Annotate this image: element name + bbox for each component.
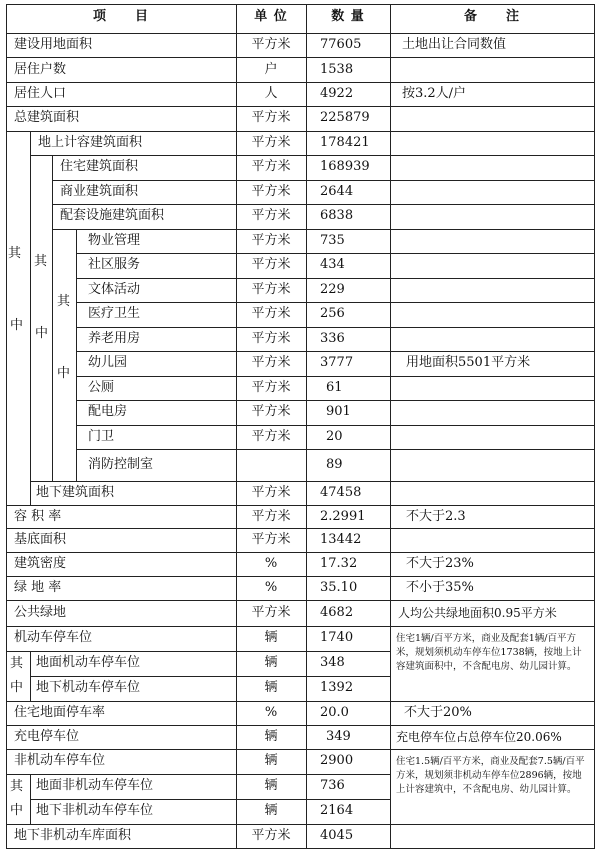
row-qty: 4922 [320,86,354,101]
row-item: 总建筑面积 [14,110,80,125]
row-line [6,749,595,750]
header-remark: 备 注 [463,9,520,24]
group3-label-qi: 其 [57,294,71,309]
row-qty: 168939 [320,159,370,174]
row-qty: 349 [326,729,351,744]
row-item: 社区服务 [88,257,141,272]
row-qty: 61 [326,380,343,395]
row-unit: 平方米 [251,37,291,52]
row-qty: 434 [320,257,345,272]
group3-divider [76,229,77,482]
row-line [76,376,595,377]
row-qty: 4045 [320,828,354,843]
row-remark: 不大于23% [406,556,474,571]
row-line [52,180,595,181]
group1-label-zhong: 中 [10,318,24,333]
row-item: 地下非机动车库面积 [14,828,132,843]
row-qty: 2164 [320,803,354,818]
row-item: 文体活动 [88,282,141,297]
row-unit: % [264,556,278,571]
row-unit: 平方米 [251,208,291,223]
row-unit: 平方米 [251,135,291,150]
row-item: 住宅地面停车率 [14,705,106,720]
table-border-top [6,4,595,5]
row-line [6,528,595,529]
row-item: 地面机动车停车位 [36,655,141,670]
row-item: 地上计容建筑面积 [38,135,143,150]
row-line [6,651,390,652]
row-unit: 平方米 [251,605,291,620]
row-unit: 平方米 [251,485,291,500]
row-unit: 平方米 [251,233,291,248]
row-qty: 47458 [320,485,362,500]
row-qty: 178421 [320,135,370,150]
row-qty: 2900 [320,753,354,768]
row-line [6,725,595,726]
group2-label-qi: 其 [34,254,48,269]
row-line [6,552,595,553]
row-remark: 按3.2人/户 [402,86,467,101]
motor-label-zhong: 中 [10,680,24,695]
row-line [76,278,595,279]
row-unit: 平方米 [251,306,291,321]
row-item: 居住户数 [14,62,67,77]
row-line [76,425,595,426]
group2-label-zhong: 中 [35,326,49,341]
row-qty: 20 [326,429,343,444]
row-unit: 辆 [264,753,278,768]
group1-divider [30,131,31,505]
row-qty: 77605 [320,37,362,52]
row-line [6,576,595,577]
row-unit: % [264,580,278,595]
row-item: 充电停车位 [14,729,80,744]
row-line [76,253,595,254]
row-item: 住宅建筑面积 [60,159,139,174]
row-unit: 辆 [264,680,278,695]
row-item: 公厕 [88,380,115,395]
row-unit: 辆 [264,729,278,744]
row-line [30,676,390,677]
row-qty: 901 [326,404,351,419]
row-line [6,131,595,132]
row-qty: 348 [320,655,345,670]
row-line [76,327,595,328]
row-unit: 平方米 [251,110,291,125]
table-border-bottom [6,848,595,849]
row-unit: 平方米 [251,331,291,346]
row-unit: 辆 [264,655,278,670]
row-qty: 2.2991 [320,509,366,524]
row-unit: 平方米 [251,355,291,370]
row-item: 地下建筑面积 [36,485,115,500]
row-item: 物业管理 [88,233,141,248]
nonmotor-label-zhong: 中 [10,803,24,818]
row-item: 居住人口 [14,86,67,101]
row-line [6,505,595,506]
row-line [30,155,595,156]
row-qty: 3777 [320,355,354,370]
row-item: 地下机动车停车位 [36,680,141,695]
row-qty: 13442 [320,532,362,547]
row-unit: 平方米 [251,429,291,444]
row-item: 基底面积 [14,532,67,547]
row-unit: 辆 [264,630,278,645]
nonmotor-parking-remark: 住宅1.5辆/百平方米，商业及配套7.5辆/百平方米，规划须非机动车停车位2896辆，按地上计容建筑中，不含配电房、幼儿园计算。 [396,756,585,795]
row-qty: 1392 [320,680,354,695]
row-item: 建筑密度 [14,556,67,571]
row-item: 配电房 [88,404,128,419]
row-unit: 平方米 [251,257,291,272]
row-line [52,204,595,205]
header-item: 项 目 [92,9,149,24]
row-remark: 人均公共绿地面积0.95平方米 [398,606,557,620]
row-line [30,481,595,482]
row-unit: 平方米 [251,282,291,297]
row-qty: 225879 [320,110,370,125]
row-item: 消防控制室 [88,457,154,472]
header-unit: 单 位 [254,9,288,24]
row-item: 商业建筑面积 [60,184,139,199]
row-line [6,824,595,825]
row-remark: 不大于2.3 [406,509,466,524]
row-line [76,302,595,303]
row-item: 公共绿地 [14,605,67,620]
row-line [30,799,390,800]
row-line [76,449,595,450]
row-unit: 平方米 [251,184,291,199]
header-quantity: 数 量 [331,9,365,24]
row-remark: 不大于20% [404,705,472,720]
row-unit: 平方米 [251,828,291,843]
row-line [76,351,595,352]
row-line [6,57,595,58]
row-line [52,229,595,230]
row-item: 门卫 [88,429,115,444]
row-unit: 辆 [264,803,278,818]
row-qty: 735 [320,233,345,248]
row-line [6,82,595,83]
row-line [6,774,390,775]
row-unit: 平方米 [251,532,291,547]
group1-label-qi: 其 [8,246,22,261]
nonmotor-label-qi: 其 [10,779,24,794]
row-remark: 用地面积5501平方米 [406,355,531,370]
row-unit: 平方米 [251,159,291,174]
row-item: 配套设施建筑面积 [60,208,165,223]
row-remark: 充电停车位占总停车位20.06% [396,730,562,744]
row-item: 非机动车停车位 [14,753,106,768]
row-line [6,626,595,627]
row-unit: 平方米 [251,509,291,524]
row-qty: 2644 [320,184,354,199]
row-qty: 89 [326,457,343,472]
row-item: 容 积 率 [14,509,62,524]
row-unit: 平方米 [251,380,291,395]
row-item: 地下非机动车停车位 [36,803,154,818]
row-item: 地面非机动车停车位 [36,778,154,793]
row-qty: 256 [320,306,345,321]
row-line [76,400,595,401]
row-remark: 土地出让合同数值 [402,37,507,52]
motor-parking-remark: 住宅1辆/百平方米，商业及配套1辆/百平方米，规划须机动车停车位1738辆，按地上计容建筑面积中，不含配电房、幼儿园计算。 [396,633,582,672]
row-qty: 229 [320,282,345,297]
row-item: 养老用房 [88,331,141,346]
row-qty: 35.10 [320,580,358,595]
row-line [6,701,595,702]
row-unit: % [264,705,278,720]
row-qty: 17.32 [320,556,358,571]
row-qty: 736 [320,778,345,793]
row-qty: 6838 [320,208,354,223]
row-qty: 1538 [320,62,354,77]
row-line [6,33,595,34]
row-line [6,600,595,601]
row-item: 绿 地 率 [14,580,62,595]
group3-label-zhong: 中 [57,366,71,381]
row-qty: 20.0 [320,705,349,720]
row-unit: 户 [264,62,278,77]
row-qty: 1740 [320,630,354,645]
row-qty: 336 [320,331,345,346]
row-item: 幼儿园 [88,355,128,370]
row-item: 建设用地面积 [14,37,93,52]
row-unit: 平方米 [251,404,291,419]
row-item: 机动车停车位 [14,630,93,645]
row-line [6,106,595,107]
row-remark: 不小于35% [406,580,474,595]
row-unit: 人 [264,86,278,101]
motor-label-qi: 其 [10,656,24,671]
row-unit: 辆 [264,778,278,793]
row-qty: 4682 [320,605,354,620]
row-item: 医疗卫生 [88,306,141,321]
